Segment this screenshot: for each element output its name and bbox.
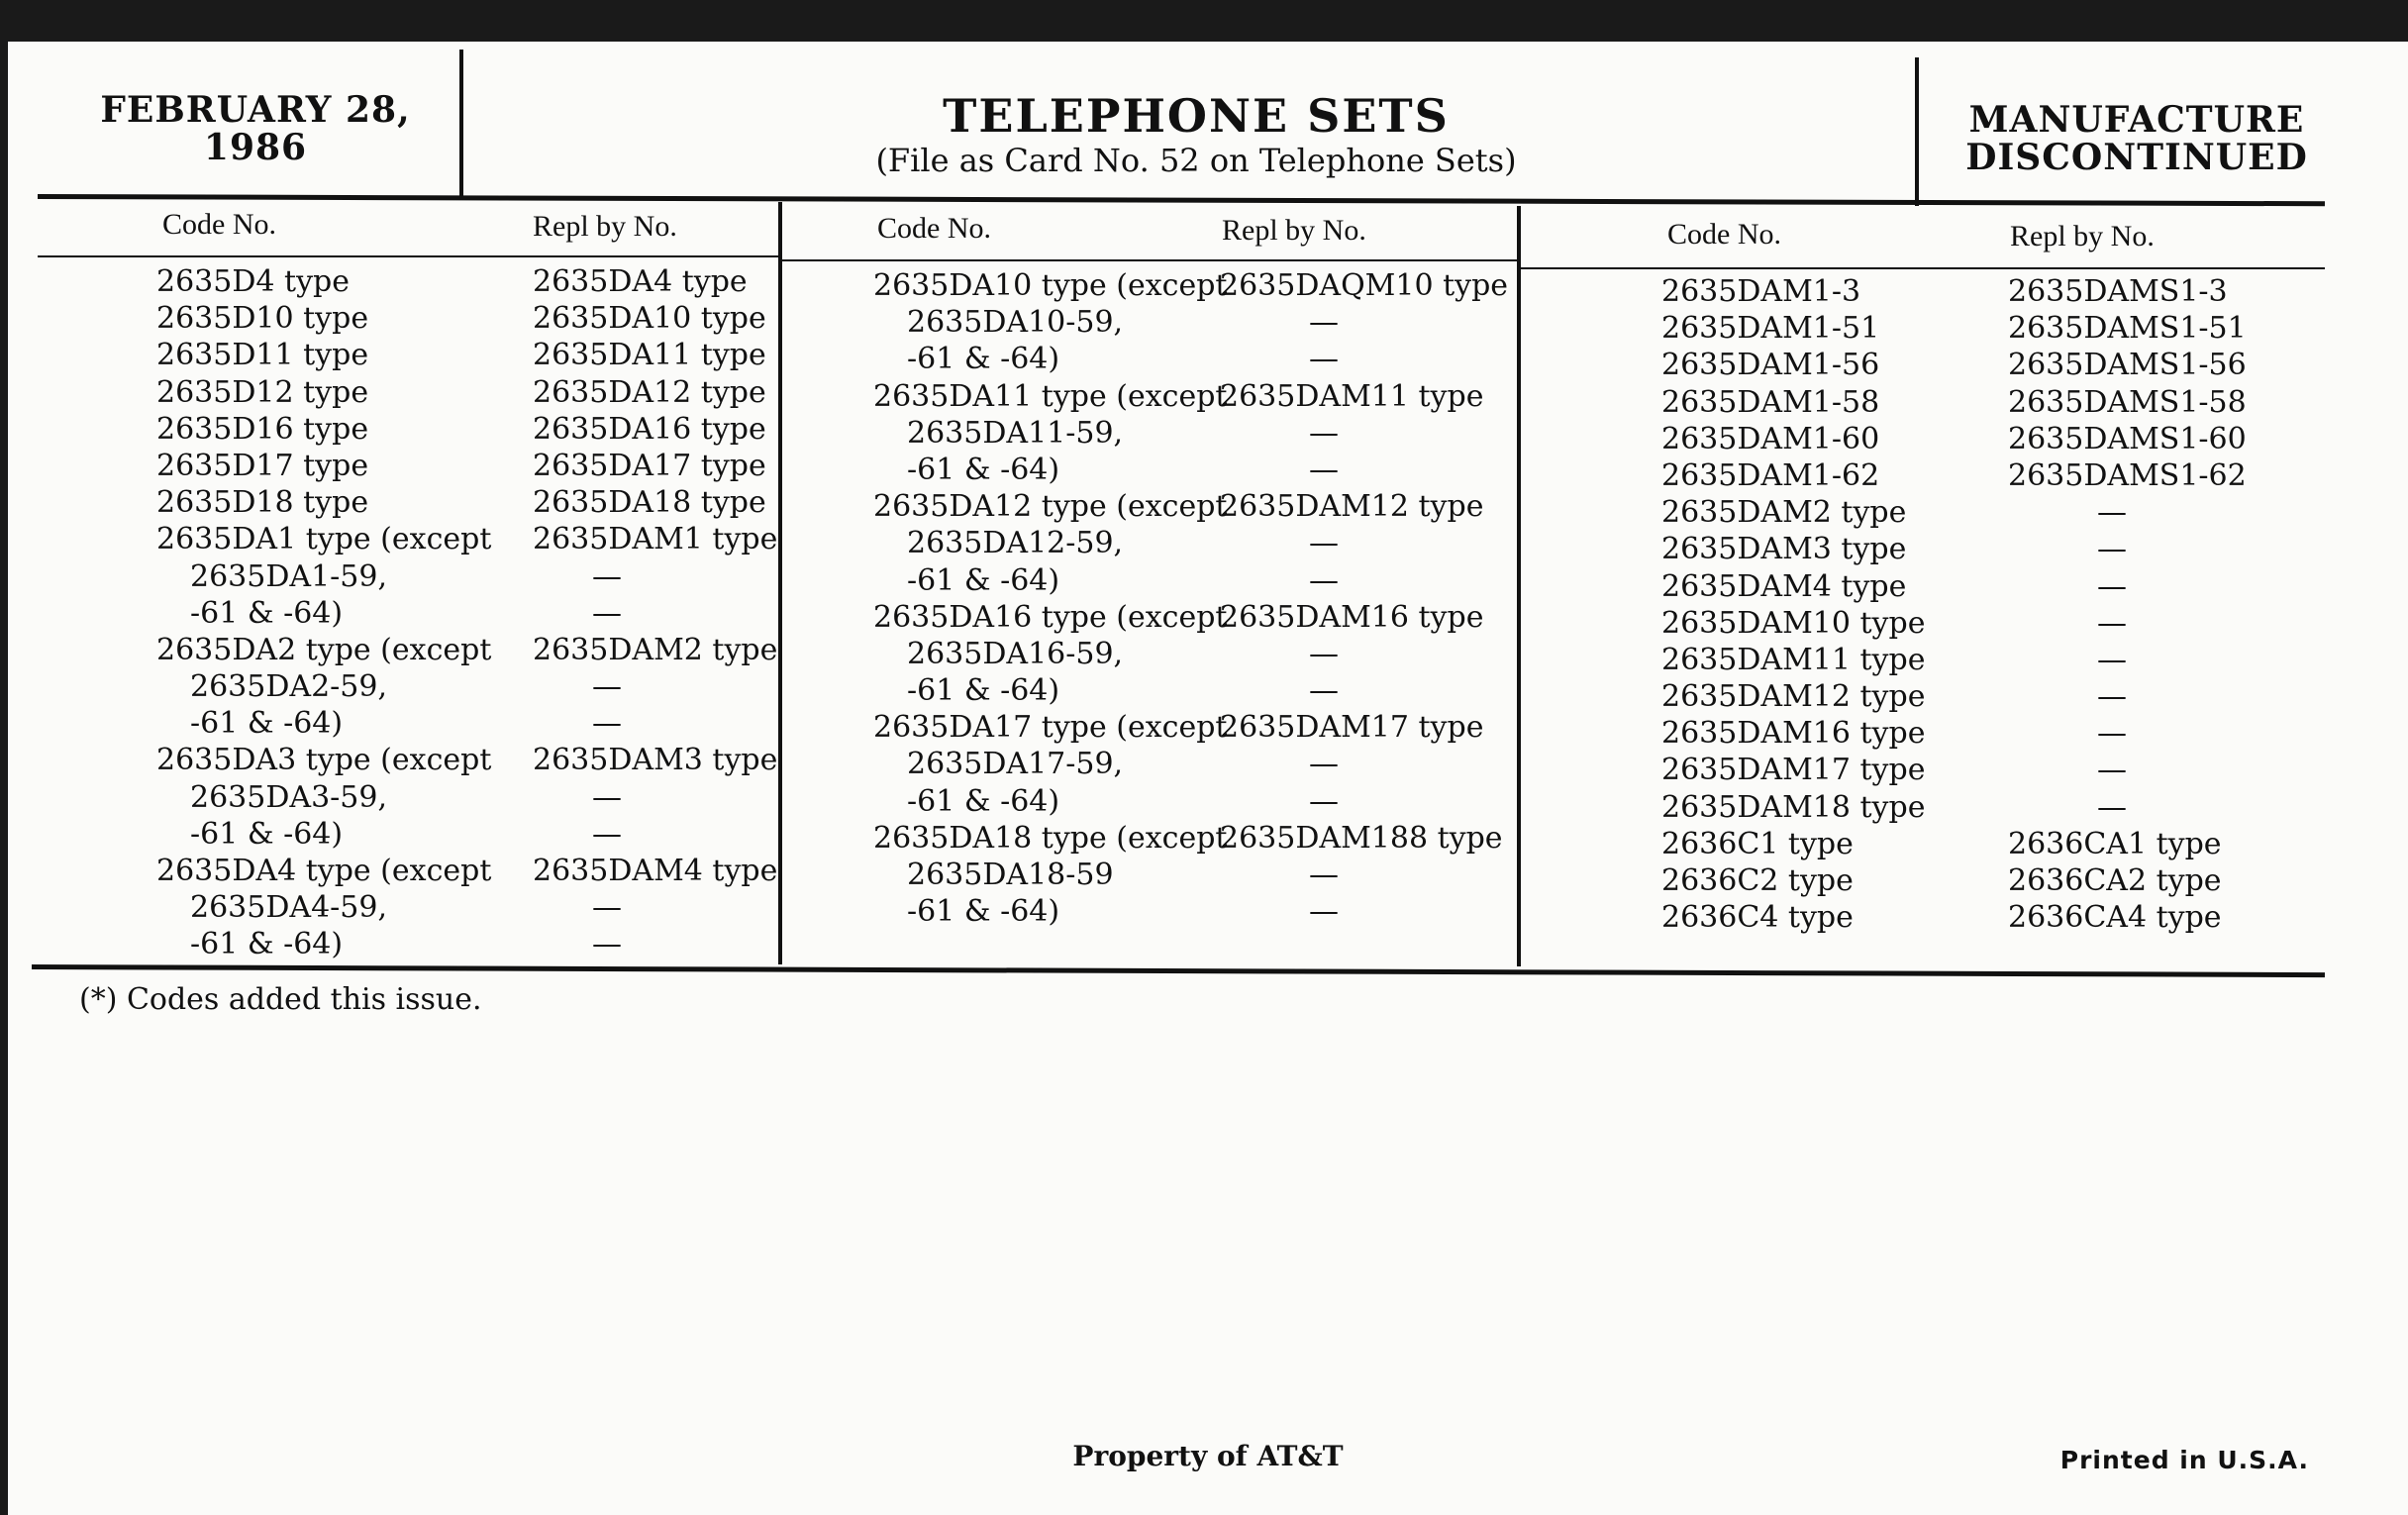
repl-by-no: 2635DAM17 type [1220,710,1484,746]
repl-by-no: — [592,558,622,594]
repl-by-no: — [1309,342,1339,377]
table-row [1661,899,2335,936]
repl-by-no: 2636CA1 type [2008,826,2222,861]
code-no: 2635DA3-59, [190,779,387,815]
repl-by-no: — [592,816,622,852]
repl-by-no: 2635DAQM10 type [1220,268,1509,303]
table-row [1661,862,2335,899]
repl-by-no: — [592,890,622,926]
code-no: 2635D17 type [156,448,369,483]
col3-rows [1661,273,2335,936]
table-row [156,632,778,668]
code-no: 2635DAM1-58 [1661,384,1880,420]
code-no: 2635DA18 type (except [873,820,1228,856]
table-row [1661,531,2335,567]
status-line1: MANUFACTURE [1968,99,2305,141]
repl-by-no: 2635DAM4 type [533,854,778,888]
repl-by-no: — [1309,858,1339,892]
repl-by-no: 2635DAM3 type [533,743,778,778]
code-no: 2635DA16-59, [907,636,1124,671]
repl-by-no: 2635DA16 type [533,411,766,447]
code-no: 2636C4 type [1661,900,1854,936]
col1-header-rule [38,255,780,257]
col1-repl-header: Repl by No. [533,210,677,243]
column-divider-2 [1517,206,1521,966]
code-no: -61 & -64) [907,673,1060,709]
header-divider-right [1915,57,1919,206]
code-no: 2635D10 type [156,301,369,337]
repl-by-no: — [1309,452,1339,487]
code-no: 2635DAM17 type [1661,753,1926,788]
repl-by-no: — [2097,753,2127,788]
table-row [156,558,770,595]
code-no: 2635DA17-59, [907,747,1124,782]
table-row [873,672,1507,709]
code-no: 2635D16 type [156,411,369,447]
col3-code-header: Code No. [1667,218,1781,251]
repl-by-no: 2635DAM12 type [1220,489,1484,525]
table-row [1661,642,2335,678]
card-title [473,91,1919,178]
repl-by-no: — [2097,679,2127,715]
table-row [156,521,778,557]
col1-code-header: Code No. [162,208,276,241]
table-row [873,452,1507,488]
status-line2: DISCONTINUED [1965,137,2308,178]
repl-by-no: — [592,669,622,705]
repl-by-no: — [592,706,622,742]
table-row [873,378,1507,415]
table-row [873,636,1507,672]
repl-by-no: 2635DAMS1-58 [2008,384,2247,420]
table-row [1661,715,2335,752]
code-no: 2635DAM11 type [1661,642,1926,677]
table-row [156,926,770,962]
code-no: 2636C2 type [1661,863,1854,898]
code-no: 2636C1 type [1661,826,1854,861]
table-row [1661,273,2335,310]
code-no: -61 & -64) [907,342,1060,377]
table-row [873,415,1507,452]
code-no: -61 & -64) [907,783,1060,819]
code-no: 2635DA12 type (except [873,489,1228,525]
repl-by-no: — [1309,673,1339,709]
repl-by-no: 2635DAMS1-56 [2008,348,2247,383]
repl-by-no: 2635DA12 type [533,374,766,410]
printed-notice: Printed in U.S.A. [2059,1446,2309,1474]
repl-by-no: — [1309,305,1339,341]
code-no: 2635DA2 type (except [156,632,492,667]
code-no: 2635DAM2 type [1661,495,1907,531]
code-no: 2635DA1 type (except [156,522,492,557]
col3-repl-header: Repl by No. [2010,220,2155,252]
repl-by-no: — [1309,747,1339,782]
repl-by-no: — [1309,783,1339,819]
repl-by-no: — [2097,642,2127,677]
code-no: 2635DAM18 type [1661,789,1926,825]
table-row [156,337,770,373]
repl-by-no: — [2097,605,2127,641]
repl-by-no: 2635DAMS1-60 [2008,421,2247,456]
repl-by-no: — [1309,526,1339,561]
col2-repl-header: Repl by No. [1222,214,1366,247]
code-no: 2635DAM16 type [1661,716,1926,752]
table-row [1661,310,2335,347]
repl-by-no: — [592,779,622,815]
code-no: 2635DA2-59, [190,669,387,705]
header-rule [38,194,2325,206]
card-title-main: TELEPHONE SETS [943,89,1450,143]
code-no: 2635DAM12 type [1661,679,1926,715]
code-no: -61 & -64) [190,706,344,742]
table-row [873,857,1507,893]
table-row [156,411,770,448]
table-bottom-rule [32,964,2325,977]
table-row [873,341,1507,377]
code-no: 2635DAM3 type [1661,532,1907,567]
code-no: 2635D12 type [156,374,369,410]
code-no: 2635DAM4 type [1661,568,1907,604]
table-row [1661,605,2335,642]
code-no: 2635DA12-59, [907,526,1124,561]
table-row [156,889,770,926]
code-no: -61 & -64) [190,927,344,962]
code-no: 2635DA11-59, [907,415,1124,451]
col2-code-header: Code No. [877,212,991,245]
code-no: 2635D18 type [156,485,369,521]
table-row [156,668,770,705]
table-row [873,304,1507,341]
code-no: 2635DA4 type (except [156,854,492,888]
code-no: 2635DAM1-56 [1661,348,1880,383]
repl-by-no: — [592,595,622,631]
table-row [156,484,770,521]
footnote: (*) Codes added this issue. [79,982,482,1017]
property-notice: Property of AT&T [1072,1440,1344,1472]
column-divider-1 [778,202,782,964]
repl-by-no: — [2097,716,2127,752]
code-no: 2635D11 type [156,338,369,373]
repl-by-no: — [1309,415,1339,451]
table-row [1661,494,2335,531]
repl-by-no: — [1309,894,1339,930]
table-row [1661,789,2335,826]
code-no: 2635DAM10 type [1661,605,1926,641]
table-row [156,816,770,853]
repl-by-no: — [2097,568,2127,604]
header-divider-left [459,50,463,198]
repl-by-no: 2635DAM16 type [1220,599,1484,635]
repl-by-no: 2635DAM188 type [1220,820,1503,856]
repl-by-no: 2636CA2 type [2008,863,2222,898]
table-row [873,488,1507,525]
code-no: 2635DA16 type (except [873,599,1228,635]
table-row [156,742,778,778]
code-no: 2635DAM1-51 [1661,311,1880,347]
code-no: -61 & -64) [907,452,1060,487]
code-no: 2635DAM1-62 [1661,457,1880,493]
code-no: 2635DAM1-3 [1661,274,1861,309]
code-no: -61 & -64) [190,816,344,852]
repl-by-no: 2635DA4 type [533,264,748,299]
code-no: 2635DA18-59 [907,858,1114,892]
code-no: 2635DA10-59, [907,305,1124,341]
repl-by-no: 2635DAM11 type [1220,378,1484,414]
card-subtitle: (File as Card No. 52 on Telephone Sets) [875,142,1517,179]
table-row [873,820,1507,857]
repl-by-no: 2635DA11 type [533,338,766,373]
table-row [873,562,1507,599]
repl-by-no: 2635DA18 type [533,485,766,521]
table-row [1661,678,2335,715]
table-row [873,783,1507,820]
code-no: 2635DA11 type (except [873,378,1228,414]
code-no: 2635DA1-59, [190,558,387,594]
repl-by-no: 2635DAM2 type [533,632,778,667]
issue-date [48,91,463,166]
table-row [1661,421,2335,457]
table-row [873,746,1507,782]
issue-date-line2: 1986 [203,127,308,168]
repl-by-no: 2635DAM1 type [533,522,778,557]
code-no: -61 & -64) [907,562,1060,598]
code-no: 2635DAM1-60 [1661,421,1880,456]
table-row [873,525,1507,561]
repl-by-no: — [1309,562,1339,598]
table-row [873,893,1507,930]
table-row [156,448,770,484]
col2-rows [873,267,1507,930]
table-row [1661,568,2335,605]
code-no: -61 & -64) [190,595,344,631]
catalog-card [8,42,2408,1515]
table-row [1661,384,2335,421]
code-no: 2635DA17 type (except [873,710,1228,746]
repl-by-no: — [592,927,622,962]
col3-header-rule [1521,267,2325,269]
issue-date-line1: FEBRUARY 28, [100,89,411,131]
code-no: -61 & -64) [907,894,1060,930]
table-row [1661,826,2335,862]
code-no: 2635D4 type [156,264,350,299]
repl-by-no: — [2097,495,2127,531]
repl-by-no: 2635DA17 type [533,448,766,483]
repl-by-no: 2635DAMS1-3 [2008,274,2228,309]
table-row [873,267,1507,304]
repl-by-no: — [2097,789,2127,825]
repl-by-no: 2635DAMS1-62 [2008,457,2247,493]
table-row [156,263,770,300]
table-row [156,595,770,632]
repl-by-no: 2635DAMS1-51 [2008,311,2247,347]
status-label [1929,101,2345,176]
table-row [1661,752,2335,788]
table-row [156,300,770,337]
table-row [873,709,1507,746]
repl-by-no: 2635DA10 type [533,301,766,337]
code-no: 2635DA10 type (except [873,268,1228,303]
table-row [1661,457,2335,494]
repl-by-no: — [2097,532,2127,567]
col2-header-rule [782,259,1519,261]
table-row [873,599,1507,636]
table-row [156,853,778,889]
code-no: 2635DA3 type (except [156,743,492,778]
table-row [156,705,770,742]
repl-by-no: — [1309,636,1339,671]
code-no: 2635DA4-59, [190,890,387,926]
table-row [156,374,770,411]
table-row [156,779,770,816]
table-row [1661,347,2335,383]
col1-rows [156,263,778,963]
repl-by-no: 2636CA4 type [2008,900,2222,936]
